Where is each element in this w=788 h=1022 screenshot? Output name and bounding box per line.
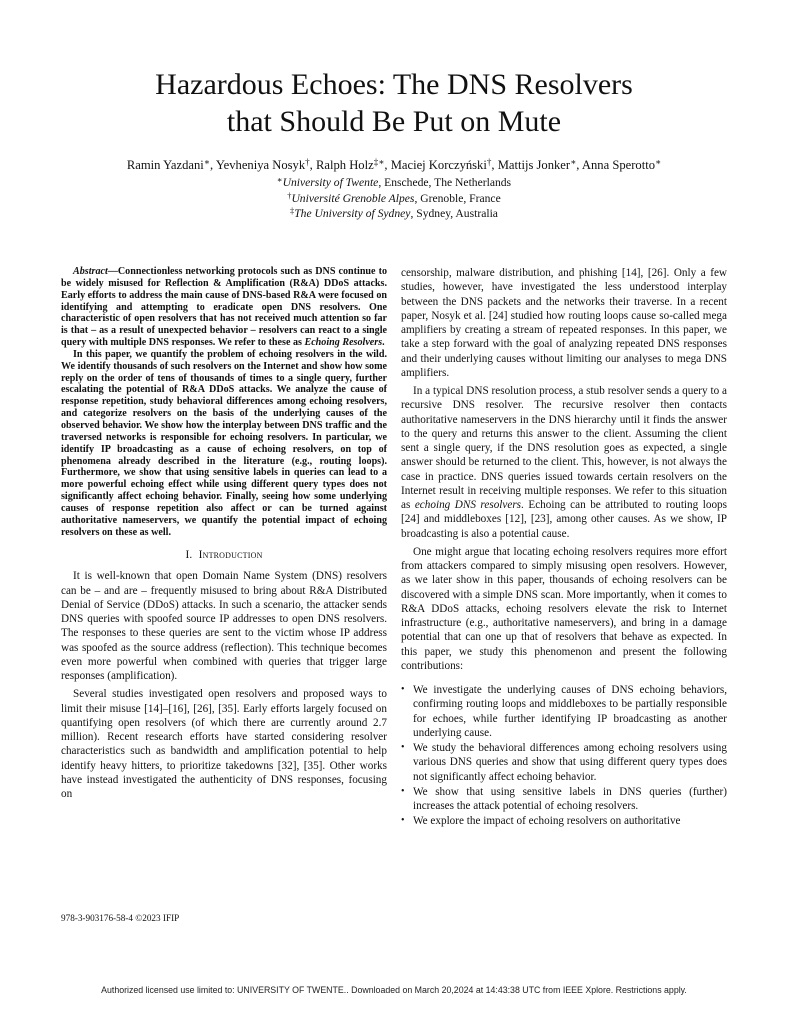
bullet-icon: • xyxy=(401,815,405,827)
list-item: • We explore the impact of echoing resolvers on authoritative xyxy=(401,815,681,828)
intro-paragraph: Several studies investigated open resolvers and proposed ways to limit their misuse [14]–[16], [26], [35]. Early efforts largely focused on quantifying open resolvers (of which there are currently around 2.7 million). Recent research efforts have started considering resolver characteristics such as bandwidth and amplification potential to help identify heavy hitters, to prioritize takedowns [32], [35]. Other works have instead investigated the authenticity of DNS responses, focusing on xyxy=(61,688,387,801)
author-list: Ramin Yazdani∗, Yevheniya Nosyk†, Ralph Holz‡∗, Maciej Korczyński†, Mattijs Jonker∗, Anna Sperotto∗ xyxy=(126,156,662,172)
bullet-icon: • xyxy=(401,684,405,695)
left-column xyxy=(61,266,387,801)
list-item: • We investigate the underlying causes of DNS echoing behaviors, confirming routing loops and middleboxes to be partially responsible for echoes, while further identifying IP broadcasting as another underlying cause. xyxy=(401,684,727,739)
bullet-icon: • xyxy=(401,785,405,797)
abstract-paragraph: Abstract—Connectionless networking protocols such as DNS continue to be widely misused for Reflection & Amplification (R&A) DDoS attacks. Early efforts to address the main cause of DNS-based R&A were focused on identifying and attempting to eradicate open DNS resolvers. One characteristic of open resolvers that has not received much attention so far is that – as a result of unexpected behavior – resolvers can react to a single query with multiple DNS responses. We refer to these as Echoing Resolvers. xyxy=(61,266,387,349)
author: Yevheniya Nosyk† xyxy=(215,156,310,172)
author: Maciej Korczyński† xyxy=(390,156,492,172)
paper-title xyxy=(60,66,728,140)
copyright-notice: 978-3-903176-58-4 ©2023 IFIP xyxy=(61,913,180,923)
list-item: • We study the behavioral differences among echoing resolvers using various DNS queries and show that using different query types does not significantly affect echoing behavior. xyxy=(401,742,727,783)
download-footer: Authorized licensed use limited to: UNIVERSITY OF TWENTE.. Downloaded on March 20,2024 at 14:43:38 UTC from IEEE Xplore. Restrictions apply. xyxy=(101,985,687,995)
affiliation-list xyxy=(40,175,748,222)
affiliation: †Université Grenoble Alpes, Grenoble, France xyxy=(287,190,501,205)
body-paragraph: censorship, malware distribution, and phishing [14], [26]. Only a few studies, however, have investigated the less understood interplay between the DNS packets and the networks their traverse. In a recent paper, Nosyk et al. [24] studied how routing loops cause so-called mega amplifiers by creating a stream of repeated responses. In this paper, we take a step forward with the goal of analyzing repeated DNS responses and their underlying causes without limiting our analyses to mega DNS amplifiers. xyxy=(401,267,727,379)
body-paragraph: One might argue that locating echoing resolvers requires more effort from attackers compared to simply misusing open resolvers. However, as we later show in this paper, thousands of echoing resolvers can be discovered with a simple DNS scan. More importantly, when it comes to R&A DDoS attacks, echoing resolvers elevate the risk to Internet infrastructure (e.g., authoritative nameservers), and bring in a damage potential that can one up that of resolvers that behave as expected. In this paper, we study this phenomenon and present the following contributions: xyxy=(401,545,727,672)
author: Anna Sperotto∗ xyxy=(581,156,662,172)
author: Mattijs Jonker∗ xyxy=(497,156,577,172)
list-item: • We show that using sensitive labels in DNS queries (further) increases the attack potential of echoing resolvers. xyxy=(401,785,727,812)
body-paragraph: In a typical DNS resolution process, a stub resolver sends a query to a recursive DNS resolver. The recursive resolver then contacts authoritative nameservers in the DNS hierarchy until it finds the answer to the query and returns this answer to the client. Assuming the client sent a single query, if the DNS resolution goes as expected, a single answer should be returned to the client. This, however, is not always the case in practice. DNS queries issued towards certain resolvers on the Internet result in receiving multiple responses. We refer to this situation as echoing DNS resolvers. Echoing can be attributed to routing loops [24] and middleboxes [12], [23], among other causes. As we show, IP broadcasting is also a potential cause. xyxy=(401,385,727,540)
title-line-1: Hazardous Echoes: The DNS Resolvers xyxy=(155,68,633,101)
contribution-list xyxy=(401,683,727,829)
affiliation: ∗University of Twente, Enschede, The Netherlands xyxy=(276,175,512,189)
abstract xyxy=(61,266,387,538)
affiliation: ‡The University of Sydney, Sydney, Australia xyxy=(290,206,498,220)
author: Ramin Yazdani∗ xyxy=(126,156,210,172)
section-heading: I. Introduction xyxy=(185,549,263,562)
bullet-icon: • xyxy=(401,742,405,753)
right-column xyxy=(401,266,727,830)
title-line-2: that Should Be Put on Mute xyxy=(226,105,562,138)
intro-paragraph: It is well-known that open Domain Name System (DNS) resolvers can be – and are – frequently misused to bring about R&A Distributed Denial of Service (DDoS) attacks. In such a scenario, the attacker sends DNS queries with spoofed source IP addresses to open DNS resolvers. The responses to these queries are sent to the victim whose IP address was spoofed as the source address (reflection). This technique becomes even more powerful when combined with queries that trigger large responses (amplification). xyxy=(61,570,387,683)
abstract-label: Abstract xyxy=(73,266,108,277)
author: Ralph Holz‡∗ xyxy=(315,156,385,172)
abstract-paragraph: In this paper, we quantify the problem of echoing resolvers in the wild. We identify thousands of such resolvers on the Internet and show how some reply on the order of tens of thousands of times to a single query, further escalating the potential of R&A DDoS attacks. We analyze the cause of response repetition, study behavioral differences among echoing resolvers, and categorize resolvers on the basis of the underlying causes of the observed behavior. We show how the interplay between DNS traffic and the traversed networks is responsible for echoing resolvers. In particular, we identify IP broadcasting as a cause of echoing resolvers, on top of phenomena already described in the literature (e.g., routing loops). Furthermore, we show that using sensitive labels in queries can lead to a more powerful echoing effect while using different query types does not significantly affect echoing behavior. Finally, seeing how some underlying causes of response repetition also affect or can be turned against authoritative nameservers, we quantify the potential impact of echoing resolvers on these as well. xyxy=(61,348,387,538)
